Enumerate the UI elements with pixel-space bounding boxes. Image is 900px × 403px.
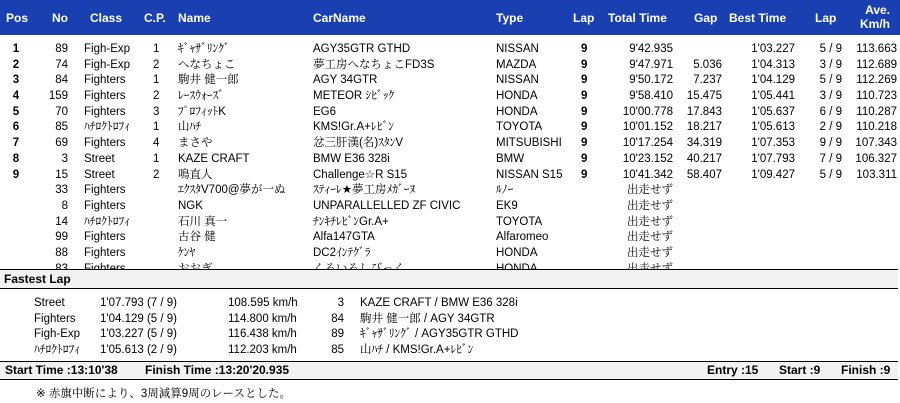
- cell-blap: 9 / 9: [819, 137, 842, 150]
- fl-cell-cls: Fighters: [34, 312, 76, 325]
- fl-cell-cls: ﾊﾁﾛｸﾄﾛﾌｨ: [34, 343, 80, 356]
- cell-lap: 9: [581, 168, 588, 181]
- header-best-lap: Lap: [815, 11, 837, 25]
- fastest-lap-title: Fastest Lap: [4, 272, 71, 286]
- cell-car: AGY35GTR GTHD: [313, 43, 411, 55]
- header-carname: CarName: [313, 11, 366, 25]
- cell-name: KAZE CRAFT: [178, 152, 250, 165]
- cell-cls: Figh-Exp: [84, 43, 131, 55]
- cell-total: 10'01.152: [622, 121, 673, 134]
- cell-cp: 1: [153, 74, 160, 87]
- result-row: [0, 246, 900, 262]
- cell-no: 69: [55, 137, 68, 150]
- cell-cls: Fighters: [84, 105, 126, 118]
- cell-cp: 4: [153, 137, 160, 150]
- header-ave-line1: Ave.: [865, 3, 890, 17]
- result-row: [0, 136, 900, 152]
- fl-cell-time: 1'05.613 (2 / 9): [100, 343, 177, 356]
- cell-pos: 4: [12, 90, 20, 103]
- cell-no: 99: [55, 231, 68, 244]
- cell-no: 15: [55, 168, 68, 181]
- header-no: No: [52, 11, 68, 25]
- cell-lap: 9: [581, 74, 588, 87]
- cell-ave: 106.327: [855, 152, 897, 165]
- cell-type: ﾙﾉｰ: [496, 184, 514, 197]
- fl-cell-who: KAZE CRAFT / BMW E36 328i: [360, 297, 518, 309]
- header-name: Name: [178, 11, 211, 25]
- cell-no: 14: [55, 215, 68, 228]
- cell-name: 鳴直人: [178, 168, 213, 181]
- cell-total: 9'42.935: [629, 43, 673, 55]
- cell-type: NISSAN: [496, 43, 539, 55]
- cell-best: 1'07.353: [751, 137, 795, 150]
- cell-car: KMS!Gr.A+ﾚﾋﾞﾝ: [313, 121, 394, 134]
- cell-cls: Fighters: [84, 199, 126, 212]
- cell-total: 10'17.254: [622, 137, 673, 150]
- cell-blap: 5 / 9: [819, 43, 842, 55]
- fastest-lap-row: [0, 296, 900, 312]
- cell-ave: 110.287: [856, 105, 897, 118]
- cell-cls: Fighters: [84, 137, 126, 150]
- cell-type: MITSUBISHI: [496, 137, 562, 150]
- cell-pos: 2: [12, 58, 20, 71]
- cell-no: 89: [55, 43, 68, 55]
- cell-ave: 113.663: [856, 43, 897, 55]
- cell-type: TOYOTA: [496, 215, 543, 228]
- cell-ave: 107.343: [855, 137, 897, 150]
- result-row: [0, 215, 900, 231]
- cell-lap: 9: [581, 121, 588, 134]
- cell-lap: 9: [581, 90, 588, 103]
- cell-cls: Fighters: [84, 74, 126, 87]
- results-table: [0, 42, 900, 277]
- cell-name: 石川 真一: [178, 215, 228, 228]
- cell-total: 9'58.410: [629, 90, 673, 103]
- cell-cls: Figh-Exp: [84, 58, 131, 71]
- start-time: Start Time :13:10'38: [5, 363, 118, 377]
- cell-cp: 3: [153, 105, 160, 118]
- cell-type: HONDA: [496, 246, 538, 259]
- cell-cls: Fighters: [84, 184, 126, 197]
- result-row: [0, 58, 900, 74]
- cell-car: ﾁﾝｷﾁﾚﾋﾞﾝGr.A+: [313, 215, 389, 228]
- cell-total: 出走せず: [627, 215, 673, 228]
- cell-lap: 9: [581, 152, 588, 165]
- header-cp: C.P.: [144, 11, 166, 25]
- cell-car: Challenge☆R S15: [313, 168, 408, 181]
- cell-no: 8: [61, 199, 68, 212]
- cell-cp: 2: [153, 58, 160, 71]
- cell-type: NISSAN S15: [496, 168, 563, 181]
- cell-cls: Fighters: [84, 90, 126, 103]
- cell-ave: 110.218: [856, 121, 897, 134]
- cell-name: ﾚｰｽｳｫｰｽﾞ: [178, 90, 224, 103]
- cell-total: 出走せず: [627, 184, 673, 197]
- cell-no: 33: [55, 184, 68, 197]
- cell-type: NISSAN: [496, 74, 539, 87]
- cell-blap: 7 / 9: [819, 152, 842, 165]
- cell-blap: 6 / 9: [819, 105, 842, 118]
- cell-pos: 7: [12, 137, 20, 150]
- finish-count: Finish :9: [841, 363, 891, 377]
- cell-name: 山ﾊﾁ: [178, 121, 201, 134]
- cell-cp: 1: [153, 121, 160, 134]
- header-total-time: Total Time: [608, 11, 667, 25]
- cell-total: 出走せず: [627, 231, 673, 244]
- fl-cell-time: 1'03.227 (5 / 9): [100, 328, 177, 340]
- fastest-lap-row: [0, 343, 900, 359]
- cell-car: DC2ｲﾝﾃｸﾞﾗ: [313, 246, 371, 259]
- cell-name: ｹﾝﾔ: [178, 246, 196, 259]
- cell-ave: 112.269: [856, 74, 897, 87]
- cell-total: 10'23.152: [622, 152, 673, 165]
- cell-car: 夢工房へなちょこFD3S: [313, 58, 435, 71]
- fl-cell-speed: 114.800 km/h: [228, 312, 297, 325]
- cell-car: METEOR ｼﾋﾞｯｸ: [313, 90, 395, 103]
- cell-best: 1'07.793: [751, 152, 795, 165]
- cell-no: 88: [55, 246, 68, 259]
- result-row: [0, 183, 900, 199]
- cell-type: MAZDA: [496, 58, 537, 71]
- cell-lap: 9: [581, 58, 588, 71]
- cell-car: ｽﾃｨｰﾚ★夢工房ﾒｶﾞｰﾇ: [313, 184, 416, 197]
- finish-time: Finish Time :13:20'20.935: [145, 363, 290, 377]
- cell-no: 159: [48, 90, 68, 103]
- cell-gap: 5.036: [693, 58, 722, 71]
- start-count: Start :9: [779, 363, 821, 377]
- cell-type: HONDA: [496, 90, 538, 103]
- cell-pos: 3: [12, 74, 20, 87]
- fastest-lap-row: [0, 327, 900, 343]
- cell-type: BMW: [496, 152, 525, 165]
- cell-best: 1'04.129: [751, 74, 795, 87]
- cell-blap: 5 / 9: [819, 74, 842, 87]
- cell-name: まさや: [178, 137, 213, 150]
- cell-cp: 2: [153, 90, 160, 103]
- cell-gap: 7.237: [693, 74, 722, 87]
- result-row: [0, 73, 900, 89]
- cell-name: ｷﾞｬｻﾞﾘﾝｸﾞ: [178, 43, 230, 55]
- footnote: ※ 赤旗中断により、3周減算9周のレースとした。: [36, 388, 292, 400]
- cell-cls: Fighters: [84, 246, 126, 259]
- fl-cell-no: 3: [337, 297, 344, 309]
- cell-name: ｴｸｽﾀV700@夢が一ぬ: [178, 184, 286, 197]
- header-ave-line2: Km/h: [860, 17, 890, 31]
- cell-pos: 9: [12, 168, 20, 181]
- fl-cell-speed: 116.438 km/h: [228, 328, 297, 340]
- cell-blap: 5 / 9: [819, 168, 842, 181]
- cell-cp: 1: [153, 43, 160, 55]
- entry-count: Entry :15: [707, 363, 759, 377]
- cell-car: 忿三肝漢(名)ｽﾀﾝV: [313, 137, 404, 150]
- cell-gap: 34.319: [686, 137, 722, 150]
- cell-gap: 58.407: [686, 168, 722, 181]
- fl-cell-cls: Figh-Exp: [34, 328, 81, 340]
- cell-gap: 18.217: [686, 121, 722, 134]
- cell-pos: 1: [12, 43, 20, 55]
- fastest-lap-bar: [0, 269, 898, 289]
- cell-name: 駒井 健一郎: [178, 74, 239, 87]
- cell-cp: 2: [153, 168, 160, 181]
- cell-total: 10'00.778: [622, 105, 673, 118]
- summary-bar: [0, 361, 898, 380]
- fl-cell-time: 1'04.129 (5 / 9): [100, 312, 177, 325]
- cell-cls: ﾊﾁﾛｸﾄﾛﾌｨ: [84, 121, 130, 134]
- results-header: [0, 0, 900, 35]
- cell-blap: 3 / 9: [819, 90, 842, 103]
- cell-pos: 6: [12, 121, 20, 134]
- cell-total: 10'41.342: [622, 168, 673, 181]
- cell-type: EK9: [496, 199, 518, 212]
- header-pos: Pos: [6, 11, 29, 25]
- cell-best: 1'04.313: [751, 58, 795, 71]
- cell-best: 1'05.637: [751, 105, 795, 118]
- cell-car: Alfa147GTA: [313, 231, 375, 244]
- cell-car: BMW E36 328i: [313, 152, 390, 165]
- cell-no: 84: [55, 74, 68, 87]
- cell-lap: 9: [581, 43, 588, 55]
- cell-name: ﾌﾟﾛﾌｨｯﾄK: [178, 105, 226, 118]
- cell-best: 1'05.613: [751, 121, 795, 134]
- cell-name: NGK: [178, 199, 203, 212]
- fl-cell-who: ｷﾞｬｻﾞﾘﾝｸﾞ / AGY35GTR GTHD: [360, 328, 519, 340]
- result-row: [0, 42, 900, 58]
- result-row: [0, 89, 900, 105]
- result-row: [0, 168, 900, 184]
- cell-best: 1'09.427: [751, 168, 795, 181]
- cell-cls: Street: [84, 152, 115, 165]
- header-type: Type: [496, 11, 524, 25]
- cell-total: 出走せず: [627, 199, 673, 212]
- cell-best: 1'05.441: [751, 90, 795, 103]
- cell-cls: ﾊﾁﾛｸﾄﾛﾌｨ: [84, 215, 130, 228]
- fl-cell-no: 84: [331, 312, 344, 325]
- cell-car: UNPARALLELLED ZF CIVIC: [313, 199, 461, 212]
- cell-type: HONDA: [496, 105, 538, 118]
- cell-cp: 1: [153, 152, 160, 165]
- cell-total: 9'50.172: [629, 74, 673, 87]
- cell-blap: 2 / 9: [819, 121, 842, 134]
- fl-cell-who: 山ﾊﾁ / KMS!Gr.A+ﾚﾋﾞﾝ: [360, 343, 474, 356]
- cell-no: 70: [55, 105, 68, 118]
- result-row: [0, 105, 900, 121]
- cell-gap: 40.217: [686, 152, 722, 165]
- result-row: [0, 199, 900, 215]
- header-ave: [860, 3, 890, 31]
- cell-pos: 8: [12, 152, 20, 165]
- cell-lap: 9: [581, 105, 588, 118]
- cell-car: EG6: [313, 105, 337, 118]
- fl-cell-no: 85: [331, 343, 344, 356]
- fl-cell-who: 駒井 健一郎 / AGY 34GTR: [360, 312, 495, 325]
- fastest-lap-row: [0, 312, 900, 328]
- cell-name: 古谷 健: [178, 231, 216, 244]
- cell-ave: 110.723: [856, 90, 897, 103]
- cell-type: TOYOTA: [496, 121, 543, 134]
- result-row: [0, 120, 900, 136]
- cell-cls: Fighters: [84, 231, 126, 244]
- cell-type: Alfaromeo: [496, 231, 549, 244]
- cell-lap: 9: [581, 137, 588, 150]
- cell-pos: 5: [12, 105, 20, 118]
- result-row: [0, 230, 900, 246]
- cell-best: 1'03.227: [751, 43, 795, 55]
- cell-blap: 3 / 9: [819, 58, 842, 71]
- header-lap: Lap: [573, 11, 595, 25]
- cell-ave: 103.311: [856, 168, 897, 181]
- cell-no: 85: [55, 121, 68, 134]
- fl-cell-no: 89: [331, 328, 344, 340]
- header-best-time: Best Time: [729, 11, 787, 25]
- cell-gap: 17.843: [686, 105, 722, 118]
- cell-cls: Street: [84, 168, 115, 181]
- cell-no: 74: [55, 58, 68, 71]
- fl-cell-speed: 112.203 km/h: [228, 343, 297, 356]
- cell-total: 出走せず: [627, 246, 673, 259]
- cell-gap: 15.475: [686, 90, 722, 103]
- cell-total: 9'47.971: [629, 58, 673, 71]
- header-gap: Gap: [694, 11, 718, 25]
- fl-cell-time: 1'07.793 (7 / 9): [100, 297, 177, 309]
- result-row: [0, 152, 900, 168]
- fastest-lap-table: [0, 296, 900, 358]
- cell-ave: 112.689: [856, 58, 897, 71]
- cell-name: へなちょこ: [178, 58, 236, 71]
- fl-cell-cls: Street: [34, 297, 65, 309]
- cell-no: 3: [61, 152, 68, 165]
- fl-cell-speed: 108.595 km/h: [228, 297, 298, 309]
- cell-car: AGY 34GTR: [313, 74, 378, 87]
- header-class: Class: [90, 11, 123, 25]
